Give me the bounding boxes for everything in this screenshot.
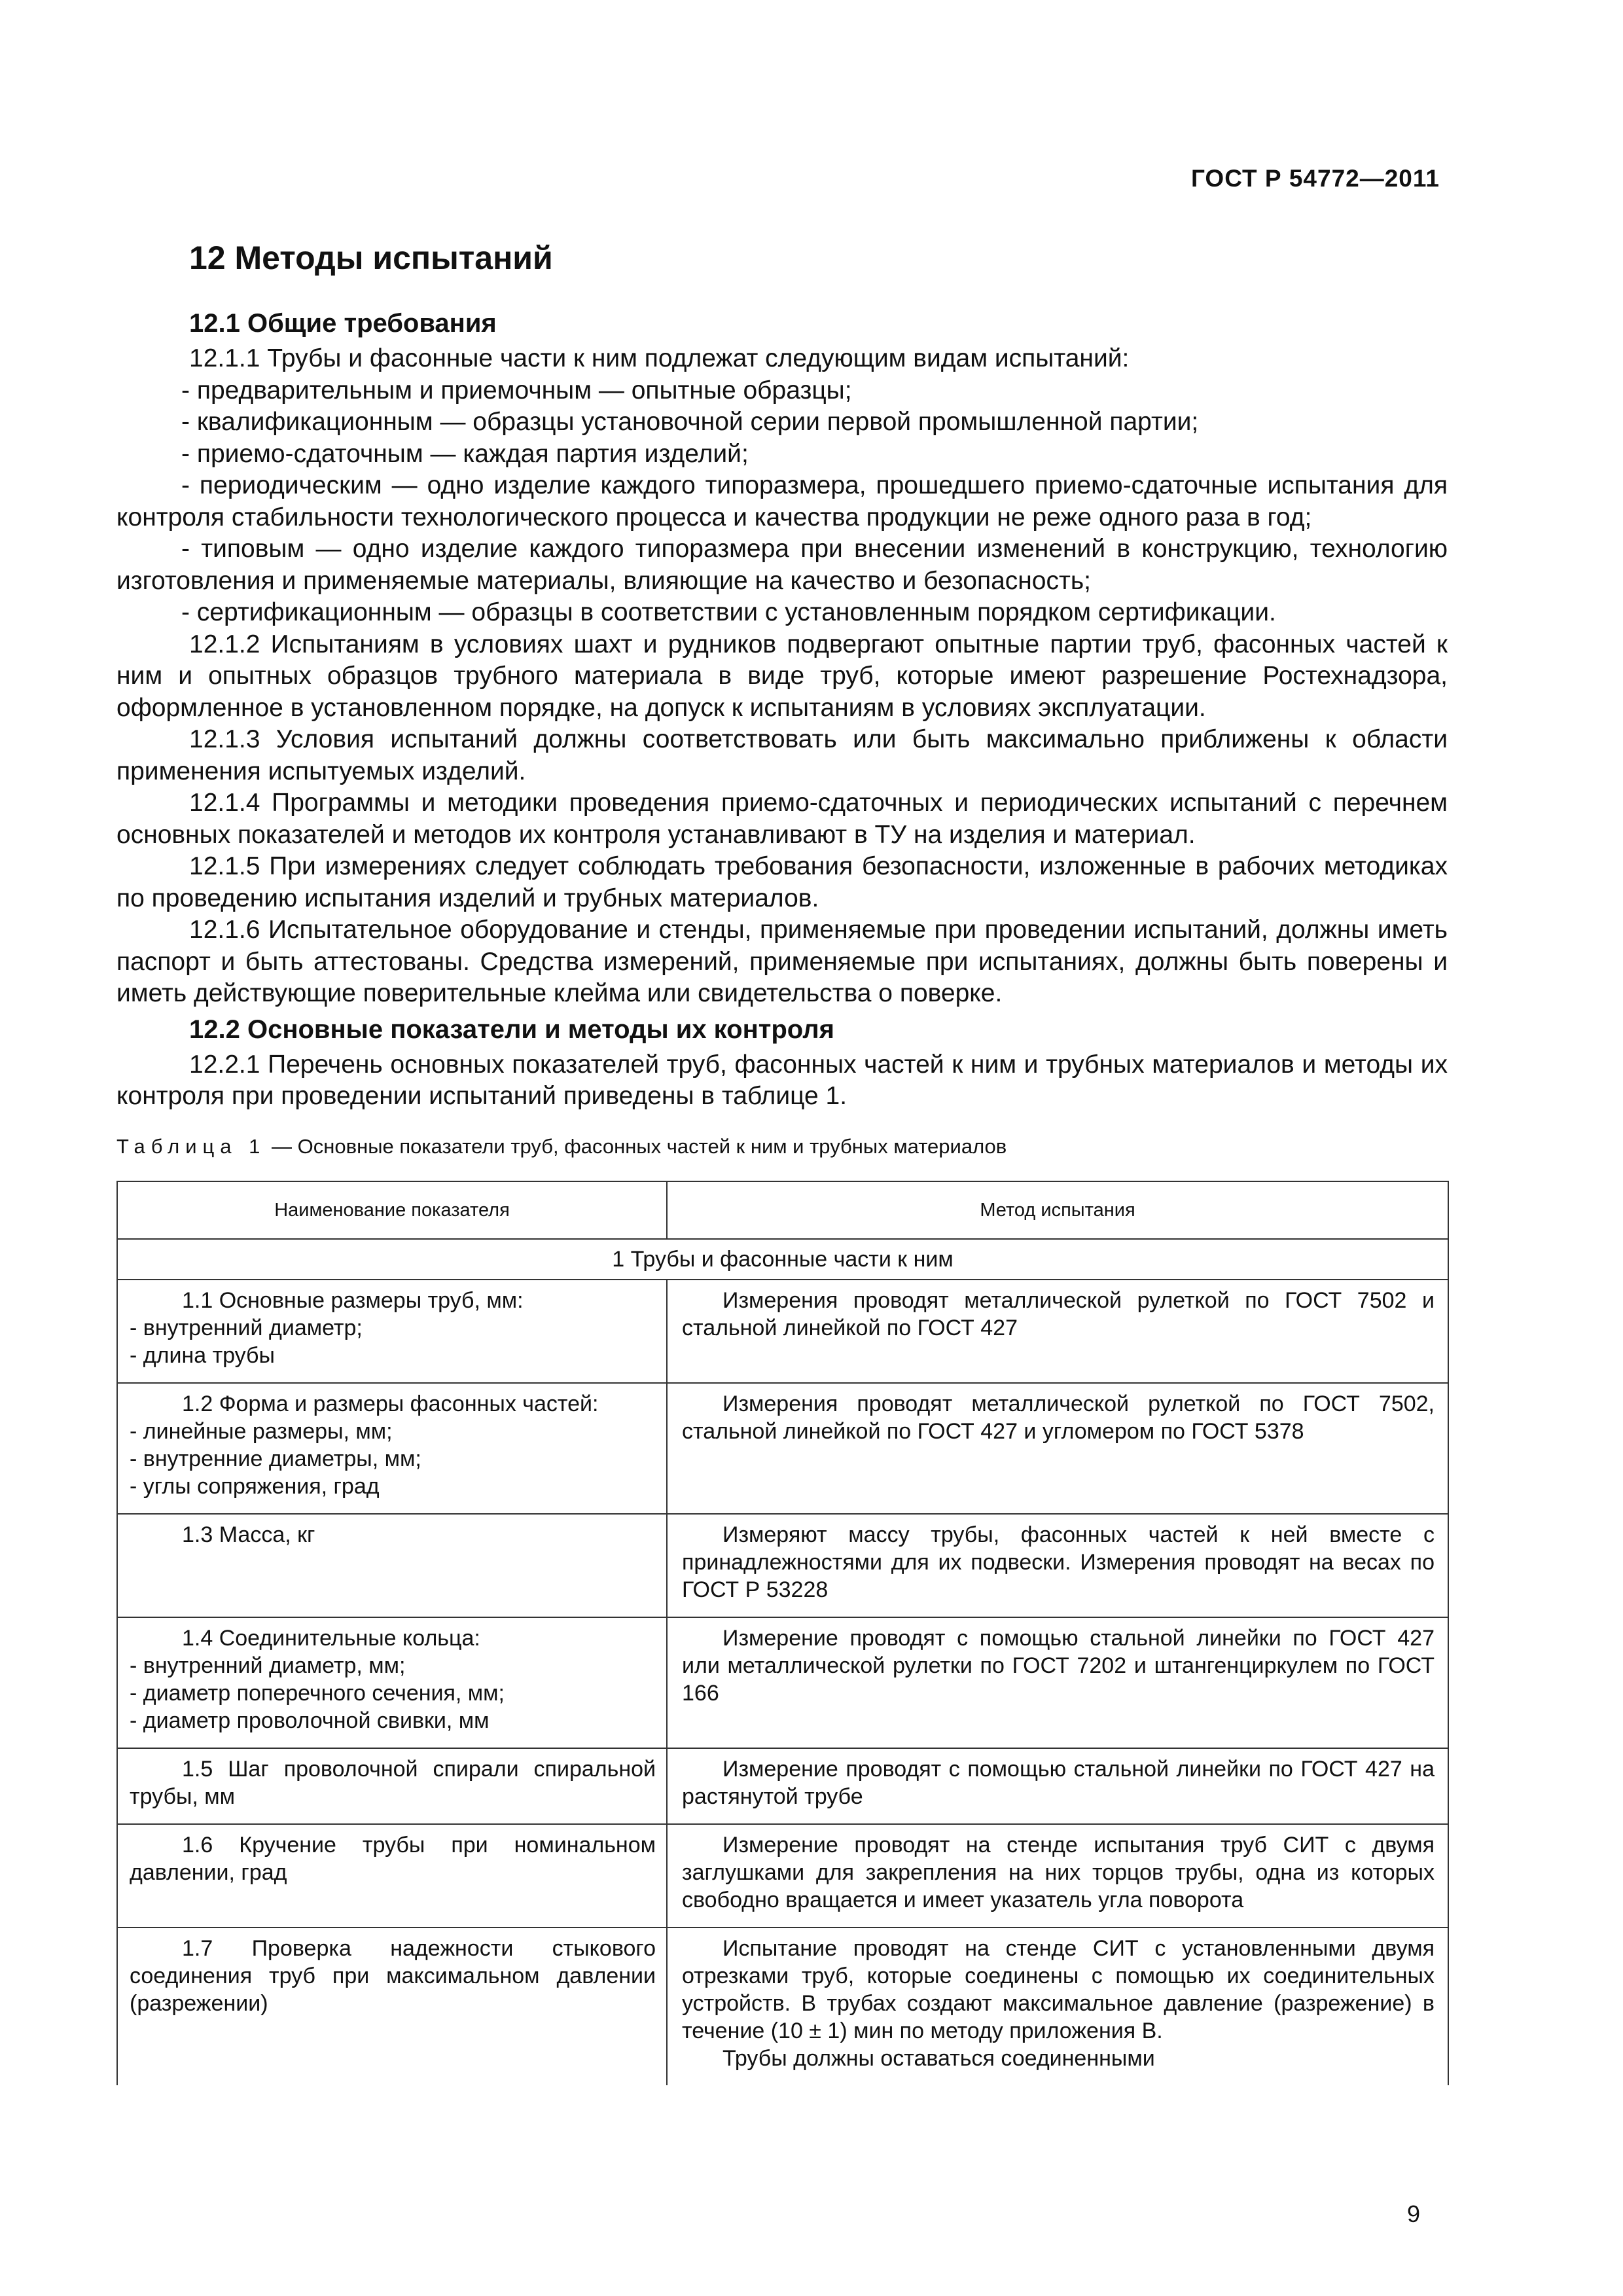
paragraph-12-1-1: 12.1.1 Трубы и фасонные части к ним подлежат следующим видам испытаний: [189,344,1130,372]
list-item: - квалификационным — образцы установочной серии первой промышленной партии; [181,408,1199,436]
method-text: Измерения проводят металлической рулеткой по ГОСТ 7502 и стальной линейкой по ГОСТ 427 [682,1287,1435,1340]
table-row [117,1383,1448,1514]
table-caption-text: — Основные показатели труб, фасонных частей к ним и трубных материалов [266,1134,1007,1158]
page-content [116,230,1448,2085]
method-text: Испытание проводят на стенде СИТ с установленными двумя отрезками труб, которые соединены с помощью их соединительных устройств. В трубах создают максимальное давление (разрежение) в течение (10 ± 1) мин по методу приложения В. [682,1935,1435,2043]
table-row [117,1617,1448,1748]
indicator-subitem: - диаметр поперечного сечения, мм; [130,1680,505,1706]
table-header-row [117,1181,1448,1239]
indicator-title: 1.2 Форма и размеры фасонных частей: [182,1391,599,1416]
indicator-subitem: - диаметр проволочной свивки, мм [130,1708,490,1733]
table-group-row [117,1239,1448,1280]
table-caption [116,1132,1448,1161]
indicator-cell [117,1617,667,1748]
indicator-subitem: - внутренний диаметр; [130,1315,363,1340]
subsection-title-general: 12.1 Общие требования [189,309,497,338]
subsection-title-indicators: 12.2 Основные показатели и методы их контроля [189,1014,834,1044]
paragraph-12-1-2: 12.1.2 Испытаниям в условиях шахт и рудников подвергают опытные партии труб, фасонных частей к ним и опытных образцов трубного материала в виде труб, которые имеют разрешение Ростехнадзора, оформленное в установленном порядке, на допуск к испытаниям в условиях эксплуатации. [116,630,1448,722]
indicator-subitem: - внутренние диаметры, мм; [130,1446,421,1471]
paragraph-12-1-6: 12.1.6 Испытательное оборудование и стенды, применяемые при проведении испытаний, должны иметь паспорт и быть аттестованы. Средства измерений, применяемые при испытаниях, должны быть поверены и иметь действующие поверительные клейма или свидетельства о поверке. [116,916,1448,1007]
table-row [117,1514,1448,1617]
method-text: Измерения проводят металлической рулеткой по ГОСТ 7502, стальной линейкой по ГОСТ 427 и угломером по ГОСТ 5378 [682,1391,1435,1444]
document-code: ГОСТ Р 54772—2011 [1190,165,1440,192]
method-cell [667,1824,1448,1928]
section-title: 12 Методы испытаний [189,240,553,276]
indicator-subitem: - углы сопряжения, град [130,1473,380,1499]
list-item: - периодическим — одно изделие каждого типоразмера, прошедшего приемо-сдаточные испытания для контроля стабильности технологического процесса и качества продукции не реже одного раза в год; [116,471,1448,531]
method-text: Измерение проводят с помощью стальной линейки по ГОСТ 427 на растянутой трубе [682,1756,1435,1809]
table-row [117,1748,1448,1824]
paragraph-12-1-4: 12.1.4 Программы и методики проведения приемо-сдаточных и периодических испытаний с перечнем основных показателей и методов их контроля устанавливают в ТУ на изделия и материал. [116,789,1448,849]
indicator-cell [117,1824,667,1928]
list-item: - сертификационным — образцы в соответствии с установленным порядком сертификации. [181,598,1276,626]
method-cell [667,1928,1448,2085]
indicator-cell [117,1383,667,1514]
page-number: 9 [1407,2200,1421,2227]
table-row [117,1280,1448,1383]
method-cell [667,1280,1448,1383]
table-group-label: 1 Трубы и фасонные части к ним [117,1239,1448,1280]
method-cell [667,1383,1448,1514]
list-item: - приемо-сдаточным — каждая партия изделий; [181,439,749,468]
indicator-title: 1.4 Соединительные кольца: [182,1625,480,1651]
column-header-indicator: Наименование показателя [117,1181,667,1239]
table-row [117,1824,1448,1928]
paragraph-12-1-5: 12.1.5 При измерениях следует соблюдать требования безопасности, изложенные в рабочих методиках по проведению испытания изделий и трубных материалов. [116,852,1448,912]
method-text: Измеряют массу трубы, фасонных частей к ней вместе с принадлежностями для их подвески. Измерения проводят на весах по ГОСТ Р 53228 [682,1522,1435,1602]
table-row [117,1928,1448,2085]
method-cell [667,1514,1448,1617]
indicator-cell [117,1514,667,1617]
indicator-title: 1.7 Проверка надежности стыкового соединения труб при максимальном давлении (разрежении) [130,1935,656,2016]
indicator-subitem: - длина трубы [130,1342,275,1368]
indicator-title: 1.6 Кручение трубы при номинальном давлении, град [130,1832,656,1885]
list-item: - предварительным и приемочным — опытные образцы; [181,376,852,404]
method-text: Измерение проводят с помощью стальной линейки по ГОСТ 427 или металлической рулетки по ГОСТ 7202 и штангенциркулем по ГОСТ 166 [682,1625,1435,1706]
method-text: Трубы должны оставаться соединенными [722,2045,1155,2071]
indicator-cell [117,1280,667,1383]
indicator-cell [117,1748,667,1824]
method-cell [667,1617,1448,1748]
column-header-method: Метод испытания [667,1181,1448,1239]
indicator-subitem: - внутренний диаметр, мм; [130,1653,406,1678]
method-text: Измерение проводят на стенде испытания труб СИТ с двумя заглушками для закрепления на них торцов трубы, одна из которых свободно вращается и имеет указатель угла поворота [682,1832,1435,1912]
indicator-title: 1.5 Шаг проволочной спирали спиральной трубы, мм [130,1756,656,1809]
paragraph-12-1-3: 12.1.3 Условия испытаний должны соответствовать или быть максимально приближены к области применения испытуемых изделий. [116,725,1448,785]
indicator-subitem: - линейные размеры, мм; [130,1418,393,1444]
paragraph-12-2-1: 12.2.1 Перечень основных показателей труб, фасонных частей к ним и трубных материалов и методы их контроля при проведении испытаний приведены в таблице 1. [116,1050,1448,1110]
indicator-title: 1.3 Масса, кг [182,1522,315,1547]
indicator-cell [117,1928,667,2085]
indicators-table [116,1181,1449,2085]
method-cell [667,1748,1448,1824]
list-item: - типовым — одно изделие каждого типоразмера при внесении изменений в конструкцию, технологию изготовления и применяемые материалы, влияющие на качество и безопасность; [116,535,1448,595]
table-caption-label: Таблица 1 [116,1134,266,1158]
indicator-title: 1.1 Основные размеры труб, мм: [182,1287,524,1313]
